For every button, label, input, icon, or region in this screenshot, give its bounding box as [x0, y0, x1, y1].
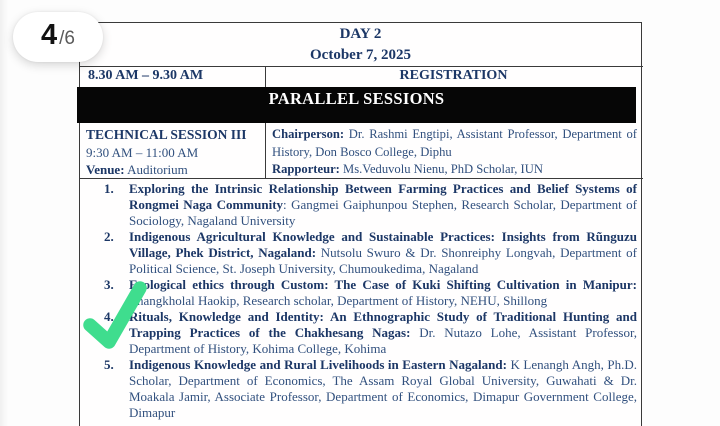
paper-number: 1.	[104, 181, 114, 196]
paper-authors: Nutsolu Swuro & Dr. Shonreiphy Longvah, Department of Political Science, St. Joseph University, Chumoukedima, Nagaland	[129, 245, 637, 276]
paper-list	[80, 181, 637, 421]
day-label: DAY 2	[339, 26, 382, 42]
session-time: 9:30 AM – 11:00 AM	[86, 144, 199, 160]
paper-title: Ecological ethics through Custom: The Case of Kuki Shifting Cultivation in Manipur:	[129, 277, 637, 292]
date-label: October 7, 2025	[310, 47, 411, 63]
paper-item-5	[80, 357, 637, 421]
paper-authors: K Lenangh Angh, Ph.D. Scholar, Department of Economics, The Assam Royal Global University, Guwahati & Dr. Moakala Jamir, Associate Professor, Department of Economics, Dimapur Government College, Dimapur	[129, 357, 637, 420]
paper-number: 4.	[104, 309, 114, 324]
chairperson-line	[272, 126, 637, 161]
paper-title: Rituals, Knowledge and Identity: An Ethnographic Study of Traditional Hunting and Trapping Practices of the Chakhesang Nagas:	[129, 309, 637, 340]
rapporteur-label: Rapporteur:	[272, 162, 340, 176]
paper-item-2	[80, 229, 637, 277]
session-venue	[86, 161, 262, 179]
paper-title: Indigenous Agricultural Knowledge and Sustainable Practices: Insights from Rũnguzu Village, Phek District, Nagaland:	[129, 229, 637, 260]
chairperson-label: Chairperson:	[272, 127, 345, 141]
paper-item-1	[80, 181, 637, 229]
paper-item-4	[80, 309, 637, 357]
paper-title: Exploring the Intrinsic Relationship Between Farming Practices and Belief Systems of Rongmei Naga Community	[129, 181, 637, 212]
venue-value: Auditorium	[124, 162, 188, 177]
page-number-total: /6	[59, 28, 75, 49]
session-title: TECHNICAL SESSION III	[86, 127, 247, 142]
day-header	[80, 24, 641, 66]
paper-number: 3.	[104, 277, 114, 292]
chairperson-value: Dr. Rashmi Engtipi, Assistant Professor, Department of History, Don Bosco College, Diphu	[272, 127, 637, 159]
paper-title: Indigenous Knowledge and Rural Livelihoods in Eastern Nagaland:	[129, 357, 507, 372]
paper-authors: Thangkholal Haokip, Research scholar, Department of History, NEHU, Shillong	[129, 293, 548, 308]
paper-authors: Dr. Nutazo Lohe, Assistant Professor, Department of History, Kohima College, Kohima	[129, 325, 638, 356]
session-info-cell	[86, 126, 262, 179]
session-officials-cell	[272, 126, 637, 179]
paper-authors: : Gangmei Gaiphunpou Stephen, Research Scholar, Department of Sociology, Nagaland University	[129, 197, 637, 228]
registration-label-cell: REGISTRATION	[399, 68, 508, 83]
venue-label: Venue:	[86, 162, 125, 177]
paper-number: 5.	[104, 357, 114, 372]
approved-checkmark-icon	[78, 276, 156, 356]
parallel-sessions-banner: PARALLEL SESSIONS	[77, 87, 636, 123]
rapporteur-value: Ms.Veduvolu Nienu, PhD Scholar, IUN	[339, 162, 543, 176]
page-number-current: 4	[41, 19, 58, 51]
registration-time-cell: 8.30 AM – 9.30 AM	[88, 68, 204, 83]
paper-number: 2.	[104, 229, 114, 244]
paper-item-3	[80, 277, 637, 309]
page-indicator-pill[interactable]	[13, 12, 103, 62]
rapporteur-line	[272, 161, 637, 179]
